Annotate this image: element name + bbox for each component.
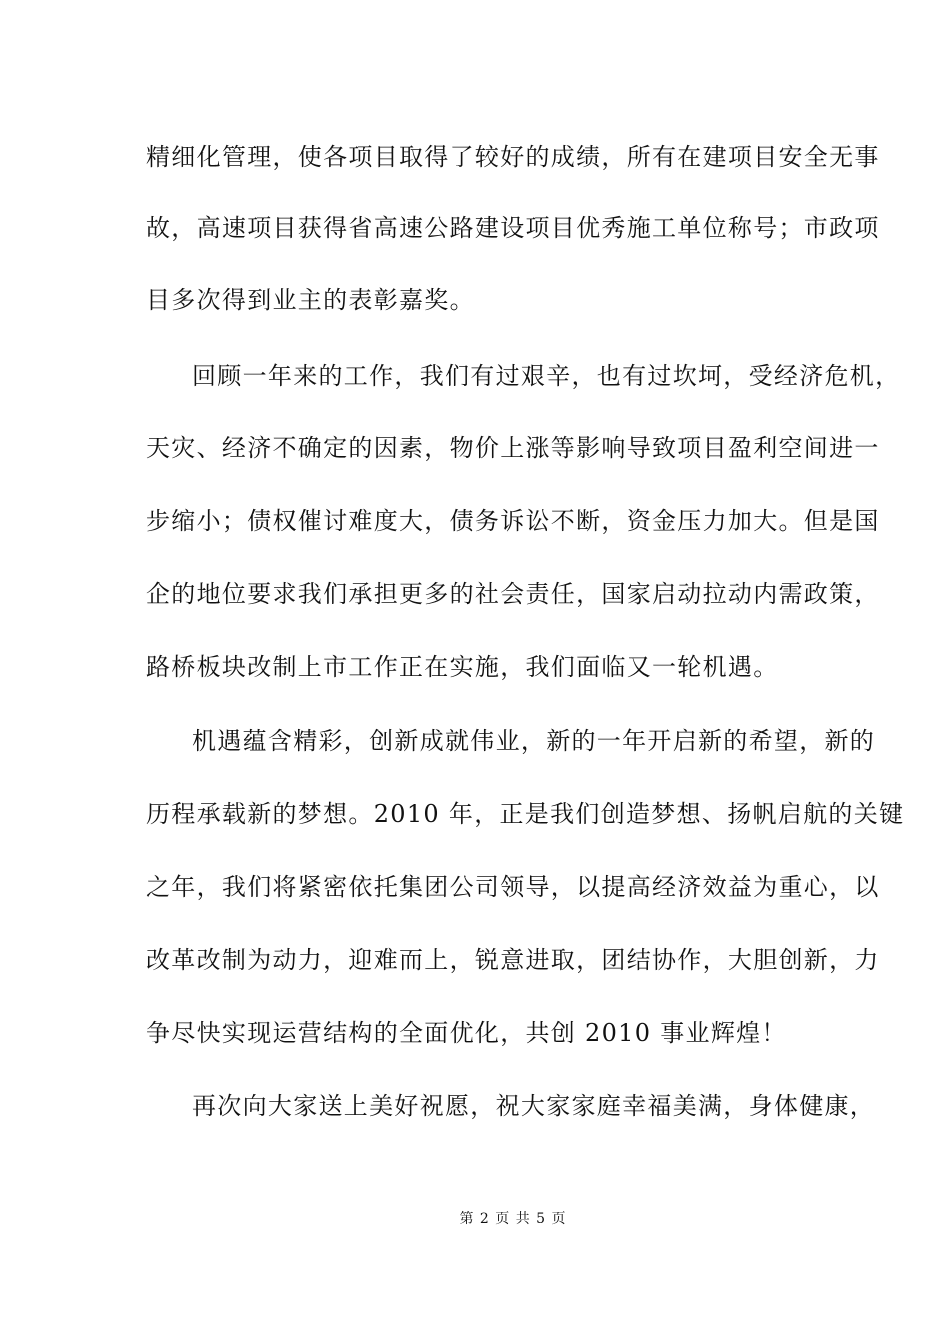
text-line-3: 目多次得到业主的表彰嘉奖。: [146, 286, 475, 314]
text-line-4: 回顾一年来的工作，我们有过艰辛，也有过坎坷，受经济危机，: [192, 362, 901, 390]
text-line-7: 企的地位要求我们承担更多的社会责任，国家启动拉动内需政策，: [146, 580, 880, 608]
text-line-2: 故，高速项目获得省高速公路建设项目优秀施工单位称号；市政项: [146, 214, 880, 242]
text-line-12: 改革改制为动力，迎难而上，锐意进取，团结协作，大胆创新，力: [146, 946, 880, 974]
text-line-8: 路桥板块改制上市工作正在实施，我们面临又一轮机遇。: [146, 653, 779, 681]
page-number-footer: 第 2 页 共 5 页: [459, 1211, 567, 1227]
text-line-9: 机遇蕴含精彩，创新成就伟业，新的一年开启新的希望，新的: [192, 727, 876, 755]
text-line-6: 步缩小；债权催讨难度大，债务诉讼不断，资金压力加大。但是国: [146, 507, 880, 535]
text-line-5: 天灾、经济不确定的因素，物价上涨等影响导致项目盈利空间进一: [146, 434, 880, 462]
text-line-11: 之年，我们将紧密依托集团公司领导，以提高经济效益为重心，以: [146, 873, 880, 901]
text-line-13: 争尽快实现运营结构的全面优化，共创 2010 事业辉煌！: [146, 1019, 787, 1047]
text-line-14: 再次向大家送上美好祝愿，祝大家家庭幸福美满，身体健康，: [192, 1092, 876, 1120]
text-line-1: 精细化管理，使各项目取得了较好的成绩，所有在建项目安全无事: [146, 143, 880, 171]
text-line-10: 历程承载新的梦想。2010 年，正是我们创造梦想、扬帆启航的关键: [146, 800, 905, 828]
